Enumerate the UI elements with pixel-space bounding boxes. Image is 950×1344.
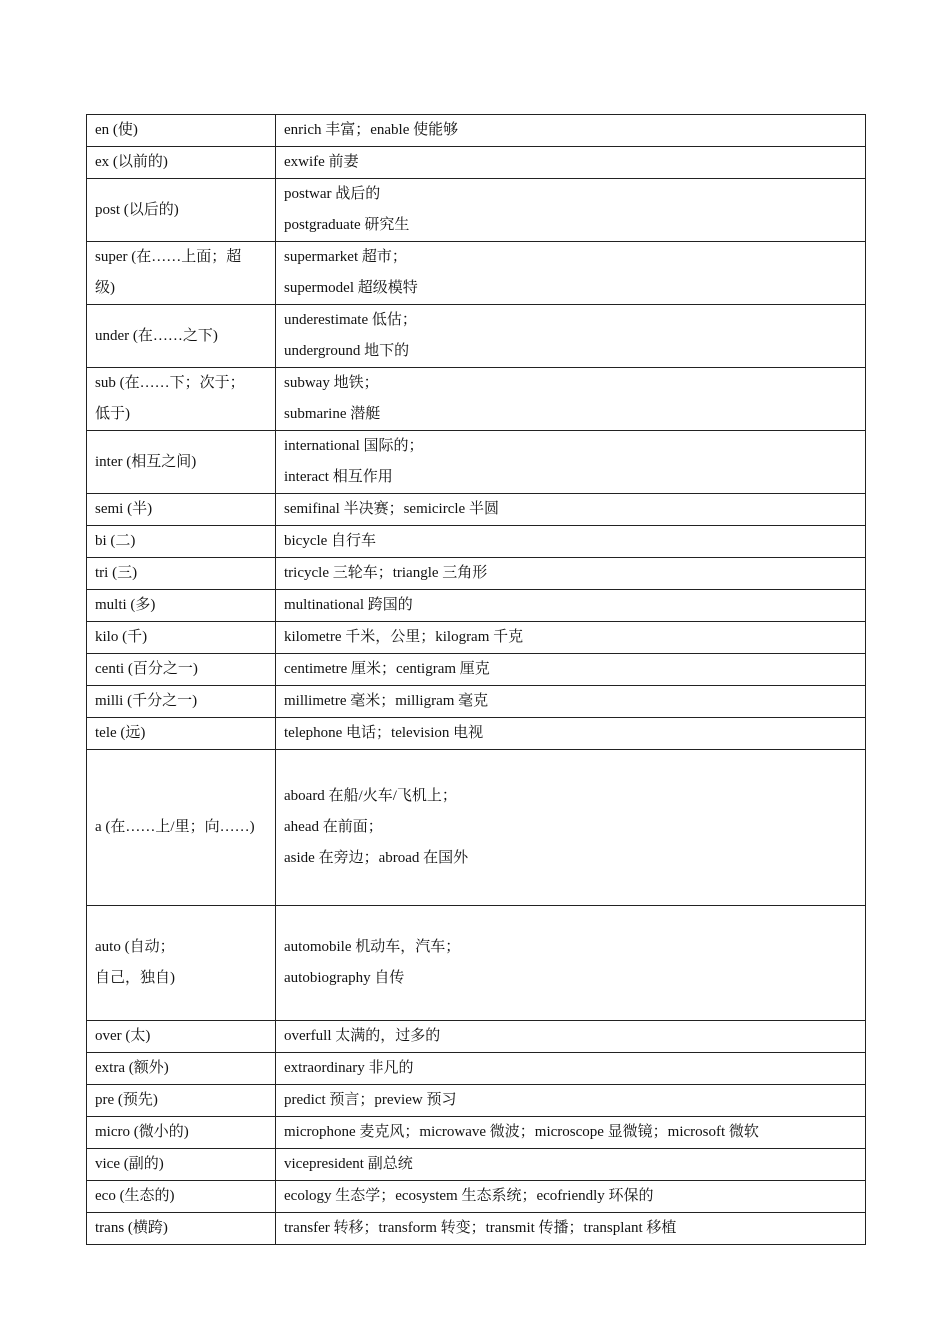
table-row <box>87 115 866 147</box>
prefix-text: 级) <box>95 280 115 296</box>
prefix-cell <box>87 1181 276 1213</box>
examples-cell <box>276 115 866 147</box>
examples-cell <box>276 368 866 431</box>
table-row <box>87 305 866 368</box>
examples-cell <box>276 526 866 558</box>
example-text: aboard 在船/火车/飞机上； <box>284 788 457 804</box>
prefix-text: centi (百分之一) <box>95 661 198 677</box>
example-text: semifinal 半决赛；semicircle 半圆 <box>284 501 499 517</box>
prefix-text: bi (二) <box>95 533 136 549</box>
table-row <box>87 622 866 654</box>
example-text: transfer 转移；transform 转变；transmit 传播；transplant 移植 <box>284 1220 677 1236</box>
example-text: centimetre 厘米；centigram 厘克 <box>284 661 490 677</box>
prefix-text: semi (半) <box>95 501 153 517</box>
prefix-text: sub (在……下；次于； <box>95 375 245 391</box>
table-row <box>87 1021 866 1053</box>
table-row <box>87 526 866 558</box>
prefix-text: 低于) <box>95 406 130 422</box>
table-row <box>87 1053 866 1085</box>
prefix-cell <box>87 305 276 368</box>
prefix-text: en (使) <box>95 122 138 138</box>
prefix-cell <box>87 1085 276 1117</box>
example-text: ecology 生态学；ecosystem 生态系统；ecofriendly 环保的 <box>284 1188 654 1204</box>
table-row <box>87 494 866 526</box>
examples-cell <box>276 431 866 494</box>
prefix-text: ex (以前的) <box>95 154 168 170</box>
document-page <box>86 114 865 1245</box>
examples-cell <box>276 1149 866 1181</box>
example-text: subway 地铁； <box>284 375 379 391</box>
example-text: tricycle 三轮车；triangle 三角形 <box>284 565 488 581</box>
prefix-cell <box>87 590 276 622</box>
example-text: telephone 电话；television 电视 <box>284 725 484 741</box>
prefix-cell <box>87 1149 276 1181</box>
example-text: multinational 跨国的 <box>284 597 413 613</box>
prefix-cell <box>87 750 276 906</box>
prefix-text: trans (横跨) <box>95 1220 168 1236</box>
prefix-text: tri (三) <box>95 565 138 581</box>
table-row <box>87 1213 866 1245</box>
example-text: ahead 在前面； <box>284 819 383 835</box>
prefix-cell <box>87 494 276 526</box>
prefix-text: auto (自动； <box>95 939 175 955</box>
table-row <box>87 590 866 622</box>
prefix-cell <box>87 686 276 718</box>
table-row <box>87 718 866 750</box>
table-row <box>87 686 866 718</box>
examples-cell <box>276 1117 866 1149</box>
prefix-text: under (在……之下) <box>95 327 218 344</box>
example-text: autobiography 自传 <box>284 970 405 986</box>
prefix-text: 自己，独自) <box>95 970 175 986</box>
example-text: supermarket 超市； <box>284 249 407 265</box>
table-row <box>87 1117 866 1149</box>
examples-cell <box>276 558 866 590</box>
prefix-text: post (以后的) <box>95 201 179 218</box>
prefix-cell <box>87 906 276 1021</box>
example-text: enrich 丰富；enable 使能够 <box>284 122 459 138</box>
prefix-cell <box>87 242 276 305</box>
examples-cell <box>276 1085 866 1117</box>
table-row <box>87 750 866 906</box>
prefix-cell <box>87 368 276 431</box>
examples-cell <box>276 718 866 750</box>
example-text: kilometre 千米，公里；kilogram 千克 <box>284 629 524 645</box>
example-text: interact 相互作用 <box>284 469 393 485</box>
table-row <box>87 906 866 1021</box>
prefix-text: pre (预先) <box>95 1092 158 1108</box>
prefix-text: super (在……上面；超 <box>95 249 242 265</box>
prefix-text: tele (远) <box>95 725 146 741</box>
examples-cell <box>276 686 866 718</box>
table-row <box>87 431 866 494</box>
example-text: predict 预言；preview 预习 <box>284 1092 457 1108</box>
example-text: aside 在旁边；abroad 在国外 <box>284 850 469 866</box>
prefix-cell <box>87 526 276 558</box>
example-text: vicepresident 副总统 <box>284 1156 413 1172</box>
prefix-text: a (在……上/里；向……) <box>95 819 255 835</box>
prefix-cell <box>87 1053 276 1085</box>
example-text: underestimate 低估； <box>284 312 417 328</box>
example-text: extraordinary 非凡的 <box>284 1060 414 1076</box>
example-text: submarine 潜艇 <box>284 406 381 422</box>
examples-cell <box>276 654 866 686</box>
prefix-text: multi (多) <box>95 597 156 613</box>
examples-cell <box>276 1213 866 1245</box>
table-row <box>87 147 866 179</box>
prefix-text: eco (生态的) <box>95 1188 175 1204</box>
prefix-cell <box>87 147 276 179</box>
examples-cell <box>276 179 866 242</box>
examples-cell <box>276 590 866 622</box>
prefix-cell <box>87 1213 276 1245</box>
table-row <box>87 242 866 305</box>
table-row <box>87 179 866 242</box>
prefix-cell <box>87 115 276 147</box>
examples-cell <box>276 906 866 1021</box>
prefix-text: over (太) <box>95 1028 151 1044</box>
examples-cell <box>276 494 866 526</box>
table-row <box>87 1149 866 1181</box>
prefix-cell <box>87 1021 276 1053</box>
prefix-text: milli (千分之一) <box>95 693 198 709</box>
example-text: overfull 太满的，过多的 <box>284 1028 441 1044</box>
examples-cell <box>276 750 866 906</box>
examples-cell <box>276 1021 866 1053</box>
prefix-cell <box>87 431 276 494</box>
prefix-text: extra (额外) <box>95 1060 169 1076</box>
prefix-text: inter (相互之间) <box>95 453 197 470</box>
example-text: underground 地下的 <box>284 343 410 359</box>
prefix-table <box>86 114 866 1245</box>
example-text: automobile 机动车，汽车； <box>284 939 461 955</box>
prefix-cell <box>87 622 276 654</box>
prefix-text: kilo (千) <box>95 629 148 645</box>
prefix-cell <box>87 718 276 750</box>
example-text: supermodel 超级模特 <box>284 280 418 296</box>
example-text: bicycle 自行车 <box>284 533 377 549</box>
table-row <box>87 1181 866 1213</box>
example-text: postwar 战后的 <box>284 186 381 202</box>
example-text: exwife 前妻 <box>284 154 359 170</box>
examples-cell <box>276 242 866 305</box>
example-text: international 国际的； <box>284 438 424 454</box>
prefix-cell <box>87 654 276 686</box>
prefix-table-body <box>87 115 866 1245</box>
table-row <box>87 558 866 590</box>
examples-cell <box>276 1053 866 1085</box>
table-row <box>87 1085 866 1117</box>
examples-cell <box>276 622 866 654</box>
prefix-cell <box>87 179 276 242</box>
example-text: postgraduate 研究生 <box>284 217 410 233</box>
example-text: microphone 麦克风；microwave 微波；microscope 显微镜；microsoft 微软 <box>284 1124 759 1140</box>
example-text: millimetre 毫米；milligram 毫克 <box>284 693 489 709</box>
prefix-cell <box>87 1117 276 1149</box>
prefix-text: micro (微小的) <box>95 1124 189 1140</box>
examples-cell <box>276 1181 866 1213</box>
table-row <box>87 368 866 431</box>
prefix-cell <box>87 558 276 590</box>
table-row <box>87 654 866 686</box>
examples-cell <box>276 147 866 179</box>
examples-cell <box>276 305 866 368</box>
prefix-text: vice (副的) <box>95 1156 164 1172</box>
